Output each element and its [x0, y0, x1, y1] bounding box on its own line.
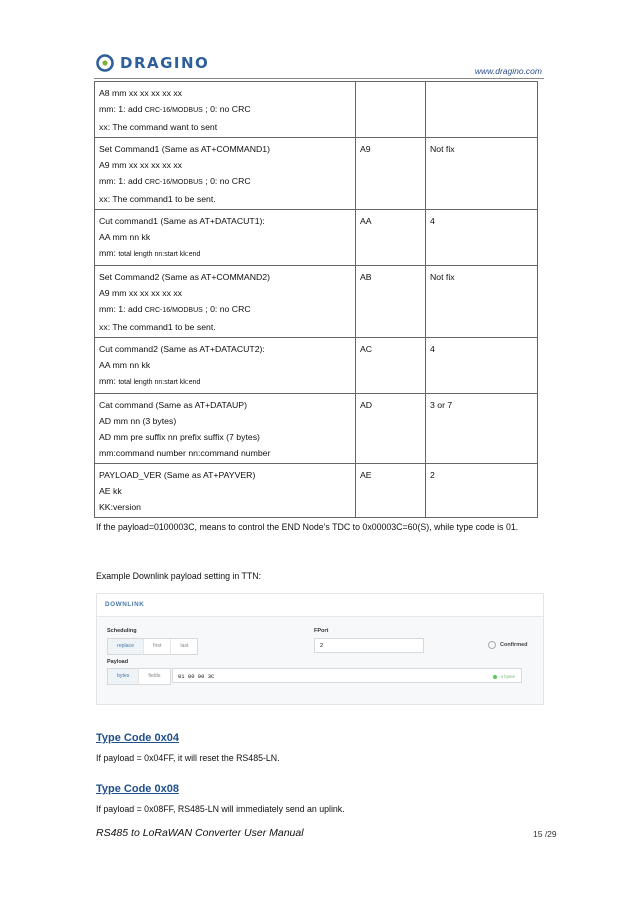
payload-length-cell: 4	[426, 210, 538, 266]
table-row	[95, 338, 538, 394]
type-code-cell: AA	[356, 210, 426, 266]
line-text: xx: The command want to sent	[99, 122, 218, 132]
website-url[interactable]: www.dragino.com	[474, 66, 542, 76]
description-line	[99, 499, 351, 515]
line-small-text: total length nn:start kk:end	[118, 379, 201, 386]
line-small-text: CRC-16/MODBUS	[144, 179, 203, 186]
type-code-cell: AB	[356, 266, 426, 338]
payload-length-cell: Not fix	[426, 266, 538, 338]
description-line	[99, 357, 351, 373]
command-description-cell	[95, 266, 356, 338]
description-line	[99, 445, 351, 461]
description-line	[99, 191, 351, 207]
command-description-cell	[95, 210, 356, 266]
line-small-text: CRC-16/MODBUS	[144, 107, 203, 114]
line-text: AA mm nn kk	[99, 360, 151, 370]
description-line	[99, 119, 351, 135]
line-suffix: ; 0: no CRC	[202, 304, 251, 314]
description-line	[99, 319, 351, 335]
scheduling-option-replace[interactable]: replace	[108, 639, 144, 654]
line-text: Set Command2 (Same as AT+COMMAND2)	[99, 272, 270, 282]
logo-wordmark: DRAGINO	[120, 54, 210, 72]
line-small-text: CRC-16/MODBUS	[144, 307, 203, 314]
header-rule	[94, 78, 544, 79]
dragino-logo-icon	[94, 54, 116, 72]
payload-length-cell: 4	[426, 338, 538, 394]
scheduling-selector	[107, 638, 198, 655]
command-description-cell	[95, 82, 356, 138]
footer-title: RS485 to LoRaWAN Converter User Manual	[96, 827, 304, 839]
ttn-downlink-screenshot	[96, 593, 544, 705]
line-small-text: total length nn:start kk:end	[118, 251, 201, 258]
payload-tab-bytes[interactable]: bytes	[108, 669, 139, 684]
line-text: mm:command number nn:command number	[99, 448, 271, 458]
payload-length-cell: Not fix	[426, 138, 538, 210]
line-text: mm: 1: add	[99, 176, 145, 186]
section-text-0x08: If payload = 0x08FF, RS485-LN will immediately send an uplink.	[96, 804, 345, 814]
page-number: 15 /29	[533, 829, 557, 839]
payload-format-selector	[107, 668, 171, 685]
description-line	[99, 173, 351, 191]
command-description-cell	[95, 464, 356, 518]
line-text: mm:	[99, 376, 119, 386]
type-code-cell: AE	[356, 464, 426, 518]
scheduling-option-last[interactable]: last	[180, 643, 189, 649]
command-table	[94, 81, 538, 518]
type-code-cell: AD	[356, 394, 426, 464]
type-code-cell: AC	[356, 338, 426, 394]
checkbox-icon	[488, 641, 496, 649]
payload-input[interactable]	[172, 668, 522, 683]
line-text: A8 mm xx xx xx xx xx	[99, 88, 183, 98]
payload-valid-indicator	[493, 669, 515, 684]
line-suffix: ; 0: no CRC	[202, 104, 251, 114]
description-line	[99, 85, 351, 101]
line-text: mm: 1: add	[99, 104, 145, 114]
fport-label: FPort	[314, 628, 329, 634]
command-description-cell	[95, 394, 356, 464]
description-line	[99, 467, 351, 483]
line-text: AD mm nn (3 bytes)	[99, 416, 177, 426]
table-row	[95, 266, 538, 338]
description-line	[99, 341, 351, 357]
payload-explanation: If the payload=0100003C, means to control the END Node’s TDC to 0x00003C=60(S), while type code is 01.	[96, 522, 519, 532]
table-row	[95, 82, 538, 138]
line-text: Cat command (Same as AT+DATAUP)	[99, 400, 247, 410]
dragino-logo	[94, 54, 209, 72]
description-line	[99, 397, 351, 413]
payload-length-cell	[426, 82, 538, 138]
description-line	[99, 301, 351, 319]
section-heading-0x04: Type Code 0x04	[96, 732, 179, 744]
command-description-cell	[95, 338, 356, 394]
scheduling-option-first[interactable]: first	[144, 639, 171, 654]
line-text: AA mm nn kk	[99, 232, 151, 242]
description-line	[99, 245, 351, 263]
description-line	[99, 269, 351, 285]
confirmed-checkbox[interactable]	[488, 641, 528, 649]
payload-length-cell: 2	[426, 464, 538, 518]
line-text: Set Command1 (Same as AT+COMMAND1)	[99, 144, 270, 154]
table-row	[95, 210, 538, 266]
line-text: mm:	[99, 248, 119, 258]
type-code-cell: A9	[356, 138, 426, 210]
example-intro: Example Downlink payload setting in TTN:	[96, 571, 262, 581]
line-text: A9 mm xx xx xx xx xx	[99, 288, 183, 298]
line-text: PAYLOAD_VER (Same as AT+PAYVER)	[99, 470, 256, 480]
description-line	[99, 429, 351, 445]
description-line	[99, 373, 351, 391]
payload-length-cell: 3 or 7	[426, 394, 538, 464]
downlink-header	[97, 594, 543, 617]
payload-byte-count: 4 bytes	[500, 674, 515, 679]
description-line	[99, 413, 351, 429]
section-heading-0x08: Type Code 0x08	[96, 783, 179, 795]
downlink-title: DOWNLINK	[105, 601, 145, 608]
table-row	[95, 464, 538, 518]
line-text: Cut command2 (Same as AT+DATACUT2):	[99, 344, 265, 354]
line-text: mm: 1: add	[99, 304, 145, 314]
line-text: Cut command1 (Same as AT+DATACUT1):	[99, 216, 265, 226]
table-row	[95, 138, 538, 210]
line-text: A9 mm xx xx xx xx xx	[99, 160, 183, 170]
confirmed-label: Confirmed	[500, 642, 528, 648]
payload-label: Payload	[107, 659, 129, 665]
table-row	[95, 394, 538, 464]
description-line	[99, 141, 351, 157]
line-text: AD mm pre suffix nn prefix suffix (7 bytes)	[99, 432, 260, 442]
description-line	[99, 101, 351, 119]
line-text: xx: The command1 to be sent.	[99, 322, 216, 332]
scheduling-label: Scheduling	[107, 628, 137, 634]
description-line	[99, 483, 351, 499]
fport-input[interactable]: 2	[314, 638, 424, 653]
description-line	[99, 213, 351, 229]
description-line	[99, 157, 351, 173]
line-text: xx: The command1 to be sent.	[99, 194, 216, 204]
description-line	[99, 229, 351, 245]
description-line	[99, 285, 351, 301]
status-dot-icon	[493, 675, 497, 679]
payload-tab-fields[interactable]: fields	[148, 673, 161, 679]
line-text: AE kk	[99, 486, 122, 496]
line-text: KK:version	[99, 502, 142, 512]
section-text-0x04: If payload = 0x04FF, it will reset the RS485-LN.	[96, 753, 280, 763]
command-description-cell	[95, 138, 356, 210]
type-code-cell	[356, 82, 426, 138]
line-suffix: ; 0: no CRC	[202, 176, 251, 186]
payload-value: 01 00 00 3C	[178, 673, 215, 680]
